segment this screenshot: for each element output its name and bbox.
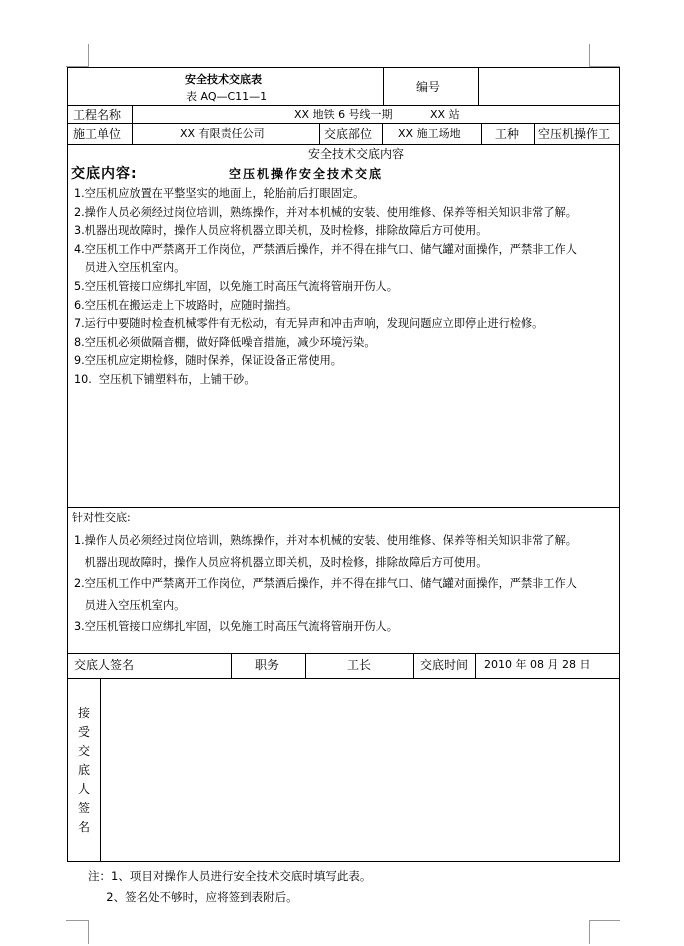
crop-mark [589, 920, 620, 921]
receiver-label-char: 人 [77, 782, 90, 796]
disclosure-form [67, 67, 620, 862]
list-item: 1.操作人员必须经过岗位培训，熟练操作，并对本机械的安装、使用维修、保养等相关知识非常了解。 [74, 534, 577, 547]
list-item: 7.运行中要随时检查机械零件有无松动，有无异声和冲击声响，发现问题应立即停止进行检修。 [74, 317, 544, 331]
content-list [74, 185, 619, 390]
form-code: 表 AQ—C11—1 [186, 90, 268, 103]
receiver-signature-area[interactable] [101, 679, 619, 862]
list-item: 员进入空压机室内。 [74, 598, 186, 612]
list-item: 2.操作人员必须经过岗位培训，熟练操作，并对本机械的安装、使用维修、保养等相关知识非常了解。 [74, 205, 577, 219]
list-item: 员进入空压机室内。 [74, 261, 186, 275]
list-item: 4.空压机工作中严禁离开工作岗位，严禁酒后操作，并不得在排气口、储气罐对面操作，严禁非工作人 [74, 242, 577, 256]
targeted-list [74, 530, 619, 638]
discloser-signature-label: 交底人签名 [74, 658, 135, 672]
list-item: 6.空压机在搬运走上下坡路时，应随时揣挡。 [74, 298, 298, 312]
note-line: 2、签名处不够时，应将签到表附后。 [88, 890, 298, 904]
construction-unit-value: XX 有限责任公司 [180, 127, 265, 140]
disclosure-time-value: 2010 年 08 月 28 日 [484, 658, 591, 671]
list-item: 8.空压机必须做隔音棚，做好降低噪音措施，减少环境污染。 [74, 335, 376, 349]
list-item: 机器出现故障时，操作人员应将机器立即关机，及时检修，排除故障后方可使用。 [74, 555, 488, 569]
list-item: 3.空压机管接口应绑扎牢固，以免施工时高压气流将管崩开伤人。 [74, 620, 398, 633]
disclosure-location-value: XX 施工场地 [398, 127, 461, 140]
content-heading-title: 空压机操作安全技术交底 [229, 167, 384, 181]
form-title: 安全技术交底表 [185, 73, 262, 86]
receiver-label-char: 底 [77, 763, 90, 777]
position-label: 职务 [255, 658, 280, 672]
number-label: 编号 [416, 80, 441, 94]
position-value: 工长 [347, 658, 372, 672]
content-heading-label: 交底内容: [71, 166, 138, 182]
content-section-title: 安全技术交底内容 [308, 147, 405, 161]
crop-mark [88, 920, 89, 944]
list-item: 3.机器出现故障时，操作人员应将机器立即关机，及时检修，排除故障后方可使用。 [74, 224, 488, 238]
construction-unit-label: 施工单位 [73, 127, 122, 141]
list-item: 5.空压机管接口应绑扎牢固，以免施工时高压气流将管崩开伤人。 [74, 279, 398, 293]
crop-mark [589, 920, 590, 944]
crop-mark [589, 44, 590, 67]
receiver-label-char: 接 [77, 706, 90, 720]
trade-label: 工种 [495, 127, 520, 141]
station-value: XX 站 [430, 108, 460, 121]
list-item: 2.空压机工作中严禁离开工作岗位，严禁酒后操作，并不得在排气口、储气罐对面操作，严禁非工作人 [74, 577, 577, 590]
receiver-label-char: 受 [77, 725, 90, 739]
receiver-label-char: 交 [77, 744, 90, 758]
disclosure-location-label: 交底部位 [324, 127, 373, 141]
list-item: 9.空压机应定期检修，随时保养，保证设备正常使用。 [74, 354, 342, 368]
project-name-value: XX 地铁 6 号线一期 [294, 108, 393, 121]
receiver-label-char: 签 [77, 801, 90, 815]
crop-mark [88, 44, 89, 67]
crop-mark [66, 920, 89, 921]
note-line: 注：1、项目对操作人员进行安全技术交底时填写此表。 [88, 869, 372, 883]
form-notes [88, 866, 371, 908]
receiver-label-char: 名 [77, 820, 90, 834]
targeted-heading: 针对性交底: [72, 511, 131, 524]
list-item: 10. 空压机下铺塑料布，上铺干砂。 [74, 372, 256, 386]
list-item: 1.空压机应放置在平整坚实的地面上，轮胎前后打眼固定。 [74, 187, 365, 200]
receiver-signature-label [76, 704, 92, 837]
project-name-label: 工程名称 [73, 108, 122, 122]
trade-value: 空压机操作工 [538, 127, 611, 141]
disclosure-time-label: 交底时间 [420, 658, 469, 672]
